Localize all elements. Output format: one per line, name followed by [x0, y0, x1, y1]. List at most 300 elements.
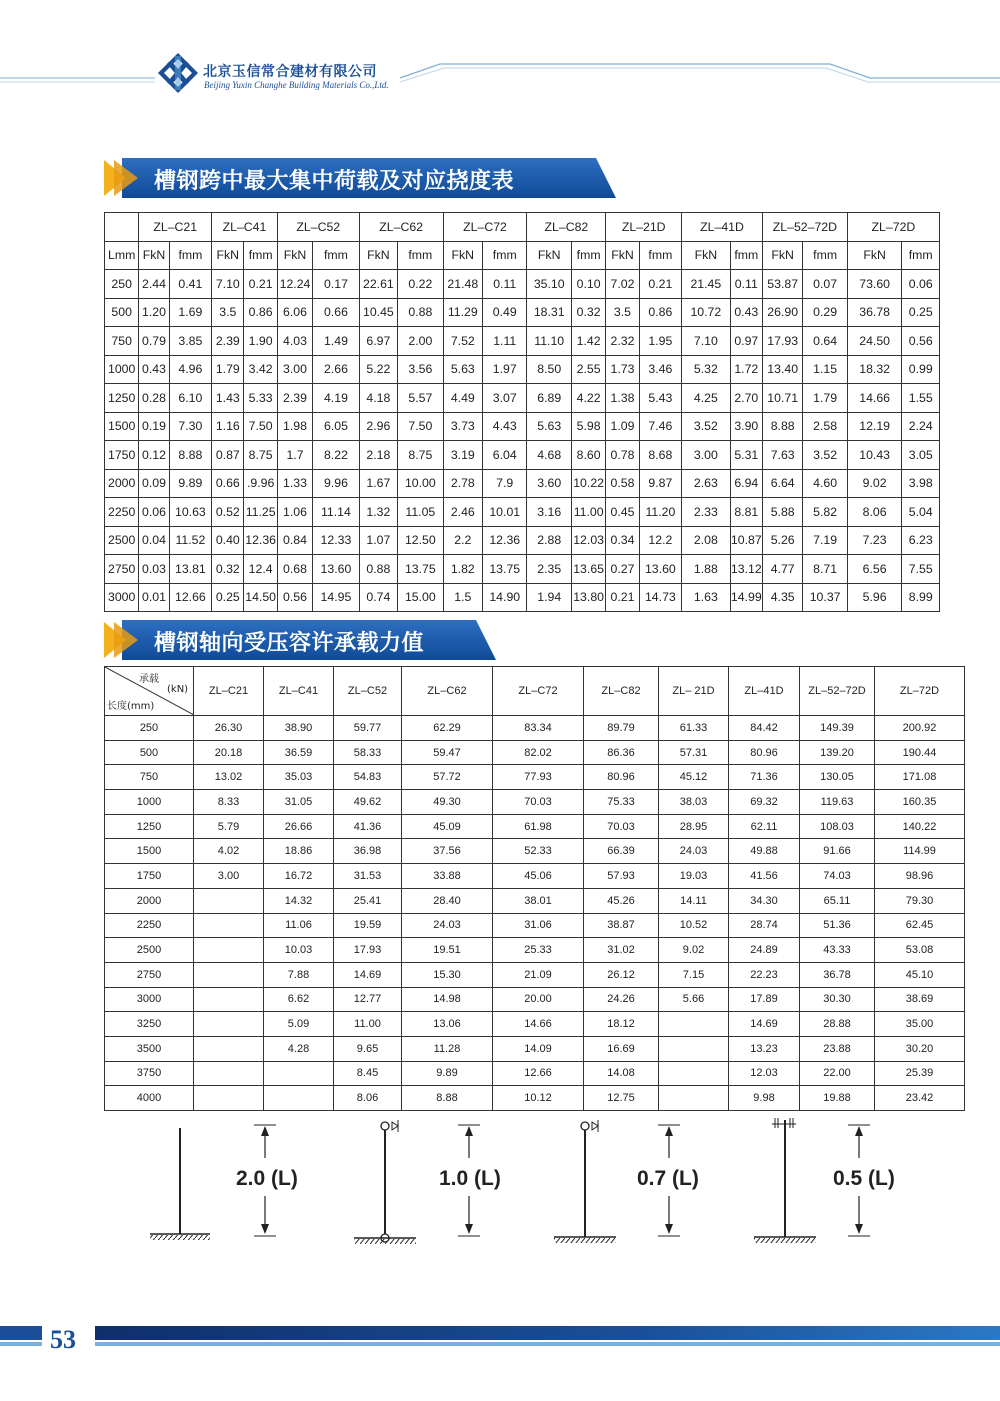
- deflection-subheader: fmm: [483, 241, 527, 270]
- value-cell: 3.90: [730, 412, 762, 441]
- value-cell: 9.65: [334, 1036, 402, 1061]
- length-cell: 1750: [105, 441, 139, 470]
- value-cell: 108.03: [800, 814, 875, 839]
- value-cell: 21.45: [682, 270, 731, 299]
- value-cell: 12.66: [493, 1061, 584, 1086]
- value-cell: 0.25: [212, 583, 244, 612]
- length-cell: 3250: [105, 1012, 194, 1037]
- table-row: [105, 583, 940, 612]
- value-cell: 5.82: [803, 498, 847, 527]
- corner-cell: [105, 667, 194, 716]
- value-cell: 13.23: [729, 1036, 800, 1061]
- value-cell: 5.57: [398, 384, 443, 413]
- value-cell: [194, 962, 264, 987]
- value-cell: 98.96: [875, 864, 965, 889]
- value-cell: 1.07: [359, 526, 397, 555]
- model-header: ZL–41D: [729, 667, 800, 716]
- value-cell: 1.20: [139, 298, 169, 327]
- length-cell: 1000: [105, 355, 139, 384]
- value-cell: [659, 1036, 729, 1061]
- value-cell: 24.26: [584, 987, 659, 1012]
- value-cell: 2.2: [443, 526, 482, 555]
- value-cell: 1.90: [244, 327, 277, 356]
- value-cell: 0.88: [398, 298, 443, 327]
- value-cell: 7.19: [803, 526, 847, 555]
- value-cell: 7.63: [762, 441, 802, 470]
- value-cell: 7.10: [682, 327, 731, 356]
- value-cell: 8.88: [402, 1086, 493, 1111]
- load-subheader: FkN: [277, 241, 312, 270]
- value-cell: 26.66: [264, 814, 334, 839]
- value-cell: 20.00: [493, 987, 584, 1012]
- value-cell: 14.69: [334, 962, 402, 987]
- value-cell: 33.88: [402, 864, 493, 889]
- deflection-subheader: fmm: [902, 241, 940, 270]
- length-cell: 2250: [105, 913, 194, 938]
- value-cell: 12.75: [584, 1086, 659, 1111]
- value-cell: 0.06: [902, 270, 940, 299]
- value-cell: 0.97: [730, 327, 762, 356]
- value-cell: 6.04: [483, 441, 527, 470]
- value-cell: 2.63: [682, 469, 731, 498]
- length-cell: 4000: [105, 1086, 194, 1111]
- value-cell: 0.09: [139, 469, 169, 498]
- length-cell: 750: [105, 765, 194, 790]
- value-cell: 3.56: [398, 355, 443, 384]
- value-cell: 1.06: [277, 498, 312, 527]
- value-cell: 62.45: [875, 913, 965, 938]
- value-cell: 45.10: [875, 962, 965, 987]
- value-cell: 13.12: [730, 555, 762, 584]
- value-cell: 0.01: [139, 583, 169, 612]
- value-cell: 0.28: [139, 384, 169, 413]
- value-cell: 2.08: [682, 526, 731, 555]
- value-cell: [659, 1012, 729, 1037]
- value-cell: 5.32: [682, 355, 731, 384]
- load-subheader: FkN: [359, 241, 397, 270]
- value-cell: [194, 888, 264, 913]
- table-row: [105, 790, 965, 815]
- value-cell: 2.39: [277, 384, 312, 413]
- value-cell: 15.00: [398, 583, 443, 612]
- length-cell: 2000: [105, 888, 194, 913]
- table-row: [105, 469, 940, 498]
- value-cell: 200.92: [875, 716, 965, 741]
- value-cell: 13.02: [194, 765, 264, 790]
- value-cell: 0.10: [571, 270, 605, 299]
- value-cell: 84.42: [729, 716, 800, 741]
- value-cell: 10.03: [264, 938, 334, 963]
- value-cell: 30.20: [875, 1036, 965, 1061]
- value-cell: 75.33: [584, 790, 659, 815]
- table-row: [105, 298, 940, 327]
- value-cell: 1.94: [527, 583, 571, 612]
- value-cell: 28.74: [729, 913, 800, 938]
- value-cell: 6.10: [169, 384, 211, 413]
- value-cell: 28.95: [659, 814, 729, 839]
- value-cell: 62.11: [729, 814, 800, 839]
- value-cell: 9.87: [639, 469, 681, 498]
- deflection-subheader: fmm: [313, 241, 360, 270]
- table-row: [105, 355, 940, 384]
- value-cell: 1.43: [212, 384, 244, 413]
- value-cell: 16.69: [584, 1036, 659, 1061]
- value-cell: 65.11: [800, 888, 875, 913]
- value-cell: 8.45: [334, 1061, 402, 1086]
- value-cell: 12.77: [334, 987, 402, 1012]
- table-row: [105, 498, 940, 527]
- value-cell: 61.33: [659, 716, 729, 741]
- model-header: ZL–52–72D: [800, 667, 875, 716]
- value-cell: 18.12: [584, 1012, 659, 1037]
- value-cell: 8.22: [313, 441, 360, 470]
- table-row: [105, 412, 940, 441]
- table-row: [105, 1012, 965, 1037]
- value-cell: 28.88: [800, 1012, 875, 1037]
- value-cell: 38.69: [875, 987, 965, 1012]
- value-cell: 3.60: [527, 469, 571, 498]
- table-row: [105, 716, 965, 741]
- value-cell: 91.66: [800, 839, 875, 864]
- value-cell: 17.93: [762, 327, 802, 356]
- value-cell: 0.34: [606, 526, 639, 555]
- value-cell: 10.22: [571, 469, 605, 498]
- value-cell: 119.63: [800, 790, 875, 815]
- length-cell: 1750: [105, 864, 194, 889]
- value-cell: 1.79: [803, 384, 847, 413]
- value-cell: 10.43: [847, 441, 902, 470]
- value-cell: 10.63: [169, 498, 211, 527]
- value-cell: 17.93: [334, 938, 402, 963]
- value-cell: 13.60: [313, 555, 360, 584]
- value-cell: 8.75: [244, 441, 277, 470]
- value-cell: 1.82: [443, 555, 482, 584]
- value-cell: 2.66: [313, 355, 360, 384]
- value-cell: 35.03: [264, 765, 334, 790]
- value-cell: 11.10: [527, 327, 571, 356]
- value-cell: 45.09: [402, 814, 493, 839]
- value-cell: 5.66: [659, 987, 729, 1012]
- value-cell: 12.19: [847, 412, 902, 441]
- value-cell: 3.98: [902, 469, 940, 498]
- value-cell: 171.08: [875, 765, 965, 790]
- value-cell: 4.19: [313, 384, 360, 413]
- value-cell: 12.4: [244, 555, 277, 584]
- value-cell: 7.02: [606, 270, 639, 299]
- value-cell: 1.97: [483, 355, 527, 384]
- length-cell: 2750: [105, 555, 139, 584]
- value-cell: 26.12: [584, 962, 659, 987]
- value-cell: 7.15: [659, 962, 729, 987]
- load-subheader: FkN: [212, 241, 244, 270]
- value-cell: 11.06: [264, 913, 334, 938]
- value-cell: 1.73: [606, 355, 639, 384]
- value-cell: 41.36: [334, 814, 402, 839]
- length-cell: 1250: [105, 384, 139, 413]
- value-cell: 1.11: [483, 327, 527, 356]
- load-subheader: FkN: [682, 241, 731, 270]
- value-cell: 2.96: [359, 412, 397, 441]
- value-cell: 4.49: [443, 384, 482, 413]
- value-cell: 14.98: [402, 987, 493, 1012]
- deflection-subheader: fmm: [571, 241, 605, 270]
- effective-length-label-1: 2.0 (L): [236, 1167, 298, 1190]
- table-row: [105, 441, 940, 470]
- value-cell: 45.12: [659, 765, 729, 790]
- value-cell: 3.73: [443, 412, 482, 441]
- value-cell: 0.56: [277, 583, 312, 612]
- value-cell: 14.69: [729, 1012, 800, 1037]
- value-cell: 4.43: [483, 412, 527, 441]
- value-cell: 8.60: [571, 441, 605, 470]
- value-cell: 7.50: [244, 412, 277, 441]
- value-cell: 2.46: [443, 498, 482, 527]
- value-cell: 0.27: [606, 555, 639, 584]
- value-cell: 15.30: [402, 962, 493, 987]
- value-cell: 0.41: [169, 270, 211, 299]
- value-cell: 1.09: [606, 412, 639, 441]
- value-cell: 2.88: [527, 526, 571, 555]
- value-cell: 11.14: [313, 498, 360, 527]
- effective-length-label-3: 0.7 (L): [637, 1167, 699, 1190]
- load-subheader: FkN: [139, 241, 169, 270]
- value-cell: 12.36: [244, 526, 277, 555]
- value-cell: 190.44: [875, 740, 965, 765]
- length-cell: 3750: [105, 1061, 194, 1086]
- value-cell: 8.88: [762, 412, 802, 441]
- value-cell: 6.97: [359, 327, 397, 356]
- value-cell: 11.52: [169, 526, 211, 555]
- value-cell: 49.88: [729, 839, 800, 864]
- model-header: ZL–72D: [875, 667, 965, 716]
- value-cell: 0.21: [606, 583, 639, 612]
- value-cell: 53.08: [875, 938, 965, 963]
- value-cell: 0.79: [139, 327, 169, 356]
- model-header: ZL–C72: [493, 667, 584, 716]
- value-cell: 9.02: [659, 938, 729, 963]
- value-cell: 0.86: [639, 298, 681, 327]
- value-cell: 2.70: [730, 384, 762, 413]
- value-cell: 36.59: [264, 740, 334, 765]
- value-cell: 49.62: [334, 790, 402, 815]
- value-cell: 73.60: [847, 270, 902, 299]
- value-cell: 77.93: [493, 765, 584, 790]
- model-header: ZL–C41: [212, 213, 278, 242]
- model-header: ZL–C21: [194, 667, 264, 716]
- value-cell: 23.88: [800, 1036, 875, 1061]
- length-cell: 250: [105, 716, 194, 741]
- value-cell: 0.32: [571, 298, 605, 327]
- value-cell: 4.03: [277, 327, 312, 356]
- value-cell: 38.03: [659, 790, 729, 815]
- table-row: [105, 526, 940, 555]
- value-cell: 22.00: [800, 1061, 875, 1086]
- value-cell: 5.26: [762, 526, 802, 555]
- value-cell: 12.24: [277, 270, 312, 299]
- value-cell: 3.16: [527, 498, 571, 527]
- value-cell: 80.96: [584, 765, 659, 790]
- value-cell: 7.52: [443, 327, 482, 356]
- value-cell: 11.25: [244, 498, 277, 527]
- value-cell: 4.22: [571, 384, 605, 413]
- value-cell: 13.06: [402, 1012, 493, 1037]
- value-cell: 59.77: [334, 716, 402, 741]
- value-cell: 17.89: [729, 987, 800, 1012]
- value-cell: 0.11: [483, 270, 527, 299]
- model-header: ZL–C82: [527, 213, 606, 242]
- value-cell: [194, 987, 264, 1012]
- value-cell: 5.33: [244, 384, 277, 413]
- value-cell: 12.50: [398, 526, 443, 555]
- table-header-row: [105, 667, 965, 716]
- value-cell: 0.52: [212, 498, 244, 527]
- length-cell: 2500: [105, 938, 194, 963]
- value-cell: [264, 1086, 334, 1111]
- value-cell: 6.06: [277, 298, 312, 327]
- section-title-1: 槽钢跨中最大集中荷载及对应挠度表: [154, 169, 515, 194]
- length-cell: 250: [105, 270, 139, 299]
- model-header: ZL–52–72D: [762, 213, 847, 242]
- table-row: [105, 938, 965, 963]
- value-cell: 18.32: [847, 355, 902, 384]
- value-cell: 12.03: [729, 1061, 800, 1086]
- value-cell: 14.66: [847, 384, 902, 413]
- value-cell: 14.95: [313, 583, 360, 612]
- value-cell: 31.02: [584, 938, 659, 963]
- value-cell: 114.99: [875, 839, 965, 864]
- value-cell: 5.63: [527, 412, 571, 441]
- value-cell: 11.20: [639, 498, 681, 527]
- value-cell: 10.37: [803, 583, 847, 612]
- value-cell: 5.96: [847, 583, 902, 612]
- value-cell: 38.01: [493, 888, 584, 913]
- value-cell: 4.02: [194, 839, 264, 864]
- load-subheader: FkN: [762, 241, 802, 270]
- value-cell: 3.19: [443, 441, 482, 470]
- table-row: [105, 555, 940, 584]
- value-cell: 8.71: [803, 555, 847, 584]
- value-cell: 2.78: [443, 469, 482, 498]
- value-cell: 41.56: [729, 864, 800, 889]
- value-cell: [194, 1086, 264, 1111]
- table-row: [105, 384, 940, 413]
- value-cell: 10.45: [359, 298, 397, 327]
- value-cell: 61.98: [493, 814, 584, 839]
- value-cell: 0.21: [244, 270, 277, 299]
- value-cell: 12.33: [313, 526, 360, 555]
- value-cell: 2.33: [682, 498, 731, 527]
- value-cell: 12.66: [169, 583, 211, 612]
- value-cell: 130.05: [800, 765, 875, 790]
- value-cell: 0.21: [639, 270, 681, 299]
- value-cell: [659, 1061, 729, 1086]
- value-cell: 7.9: [483, 469, 527, 498]
- value-cell: 0.45: [606, 498, 639, 527]
- value-cell: 53.87: [762, 270, 802, 299]
- load-subheader: FkN: [527, 241, 571, 270]
- length-cell: 1000: [105, 790, 194, 815]
- value-cell: 8.06: [847, 498, 902, 527]
- value-cell: 8.33: [194, 790, 264, 815]
- deflection-subheader: fmm: [244, 241, 277, 270]
- value-cell: 0.04: [139, 526, 169, 555]
- value-cell: 24.03: [402, 913, 493, 938]
- value-cell: 8.68: [639, 441, 681, 470]
- deflection-subheader: fmm: [398, 241, 443, 270]
- length-cell: 1500: [105, 412, 139, 441]
- load-subheader: FkN: [606, 241, 639, 270]
- length-cell: 1250: [105, 814, 194, 839]
- table-row: [105, 270, 940, 299]
- value-cell: 10.87: [730, 526, 762, 555]
- value-cell: [264, 1061, 334, 1086]
- value-cell: 6.62: [264, 987, 334, 1012]
- section-title-banner-1: [104, 158, 616, 198]
- corner-cell: [105, 213, 139, 242]
- table-row: [105, 839, 965, 864]
- value-cell: 70.03: [584, 814, 659, 839]
- value-cell: 57.93: [584, 864, 659, 889]
- value-cell: 5.43: [639, 384, 681, 413]
- value-cell: 10.71: [762, 384, 802, 413]
- value-cell: 6.23: [902, 526, 940, 555]
- value-cell: 8.99: [902, 583, 940, 612]
- value-cell: 9.89: [169, 469, 211, 498]
- table-subheader-row: [105, 241, 940, 270]
- value-cell: 13.75: [398, 555, 443, 584]
- value-cell: 10.72: [682, 298, 731, 327]
- value-cell: 3.00: [277, 355, 312, 384]
- value-cell: 0.07: [803, 270, 847, 299]
- value-cell: 6.89: [527, 384, 571, 413]
- value-cell: 79.30: [875, 888, 965, 913]
- value-cell: 4.77: [762, 555, 802, 584]
- section-title-2: 槽钢轴向受压容许承载力值: [154, 631, 425, 656]
- value-cell: 0.25: [902, 298, 940, 327]
- model-header: ZL–C41: [264, 667, 334, 716]
- value-cell: 11.28: [402, 1036, 493, 1061]
- table-row: [105, 987, 965, 1012]
- value-cell: 21.48: [443, 270, 482, 299]
- value-cell: 86.36: [584, 740, 659, 765]
- value-cell: 6.56: [847, 555, 902, 584]
- value-cell: 36.78: [800, 962, 875, 987]
- model-header: ZL–C82: [584, 667, 659, 716]
- value-cell: 1.15: [803, 355, 847, 384]
- value-cell: 6.05: [313, 412, 360, 441]
- model-header: ZL–C62: [402, 667, 493, 716]
- value-cell: 35.10: [527, 270, 571, 299]
- deflection-subheader: fmm: [730, 241, 762, 270]
- value-cell: 26.30: [194, 716, 264, 741]
- value-cell: 45.26: [584, 888, 659, 913]
- length-cell: 2000: [105, 469, 139, 498]
- value-cell: 3.52: [803, 441, 847, 470]
- value-cell: 37.56: [402, 839, 493, 864]
- value-cell: 18.31: [527, 298, 571, 327]
- length-cell: 2500: [105, 526, 139, 555]
- length-cell: 2750: [105, 962, 194, 987]
- table-row: [105, 864, 965, 889]
- value-cell: 14.09: [493, 1036, 584, 1061]
- length-header: Lmm: [105, 241, 139, 270]
- value-cell: 1.7: [277, 441, 312, 470]
- value-cell: [194, 1036, 264, 1061]
- yuxin-logo-icon: [157, 52, 199, 94]
- value-cell: 8.88: [169, 441, 211, 470]
- value-cell: 2.35: [527, 555, 571, 584]
- value-cell: 1.69: [169, 298, 211, 327]
